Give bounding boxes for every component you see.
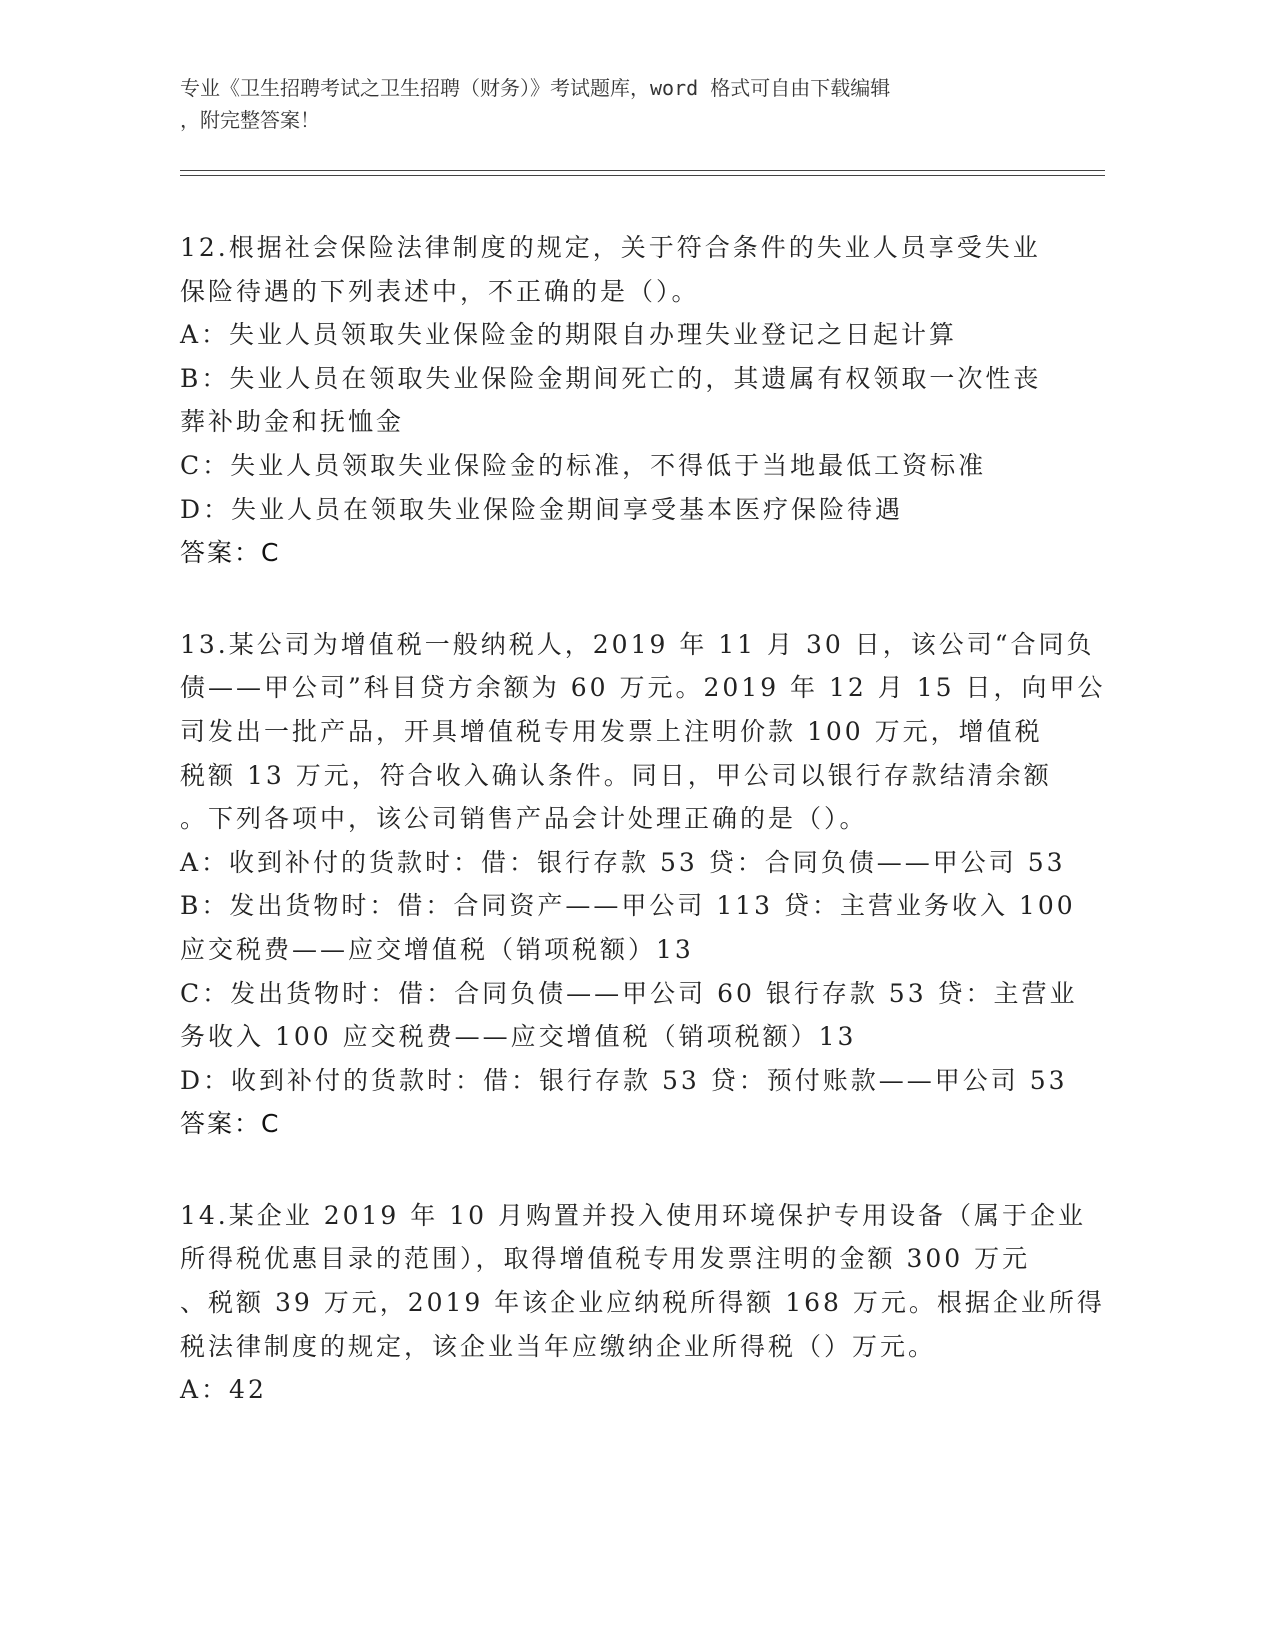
question-list [180,226,1106,1460]
question-stem-line: 保险待遇的下列表述中，不正确的是（）。 [180,276,700,306]
question-stem-line: 、税额 39 万元，2019 年该企业应纳税所得额 168 万元。根据企业所得 [180,1288,1105,1318]
option-d: D：失业人员在领取失业保险金期间享受基本医疗保险待遇 [180,494,904,524]
question-stem-line: 13.某公司为增值税一般纳税人，2019 年 11 月 30 日，该公司“合同负 [180,629,1095,659]
header-line: ，附完整答案！ [180,108,320,132]
question-stem-line: 债——甲公司”科目贷方余额为 60 万元。2019 年 12 月 15 日，向甲公 [180,673,1106,703]
question-stem-line: 14.某企业 2019 年 10 月购置并投入使用环境保护专用设备（属于企业 [180,1200,1086,1230]
header-line: 专业《卫生招聘考试之卫生招聘（财务）》考试题库，word 格式可自由下载编辑 [180,76,891,100]
option-b-continued: 葬补助金和抚恤金 [180,407,405,437]
option-a: A：收到补付的货款时：借：银行存款 53 贷：合同负债——甲公司 53 [180,847,1066,877]
question-stem-line: 司发出一批产品，开具增值税专用发票上注明价款 100 万元，增值税 [180,716,1043,746]
option-d: D：收到补付的货款时：借：银行存款 53 贷：预付账款——甲公司 53 [180,1065,1068,1095]
page-header [180,72,1050,136]
question-stem-line: 。下列各项中，该公司销售产品会计处理正确的是（）。 [180,804,868,834]
question-14 [180,1194,1105,1412]
question-stem-line: 税法律制度的规定，该企业当年应缴纳企业所得税（）万元。 [180,1331,937,1361]
question-stem-line: 所得税优惠目录的范围），取得增值税专用发票注明的金额 300 万元 [180,1244,1031,1274]
question-stem-line: 税额 13 万元，符合收入确认条件。同日，甲公司以银行存款结清余额 [180,760,1052,790]
answer-label: 答案：C [180,538,281,568]
question-12 [180,226,1040,575]
option-c: C：失业人员领取失业保险金的标准，不得低于当地最低工资标准 [180,450,987,480]
header-divider [180,170,1105,176]
question-stem-line: 12.根据社会保险法律制度的规定，关于符合条件的失业人员享受失业 [180,233,1041,262]
option-b: B：失业人员在领取失业保险金期间死亡的，其遗属有权领取一次性丧 [180,363,1042,393]
option-a: A：失业人员领取失业保险金的期限自办理失业登记之日起计算 [180,320,958,350]
option-b-continued: 应交税费——应交增值税（销项税额）13 [180,934,694,964]
option-c: C：发出货物时：借：合同负债——甲公司 60 银行存款 53 贷：主营业 [180,978,1078,1008]
question-13 [180,623,1106,1146]
option-a: A：42 [180,1375,267,1405]
answer-label: 答案：C [180,1109,281,1139]
option-c-continued: 务收入 100 应交税费——应交增值税（销项税额）13 [180,1022,857,1052]
option-b: B：发出货物时：借：合同资产——甲公司 113 贷：主营业务收入 100 [180,891,1076,921]
